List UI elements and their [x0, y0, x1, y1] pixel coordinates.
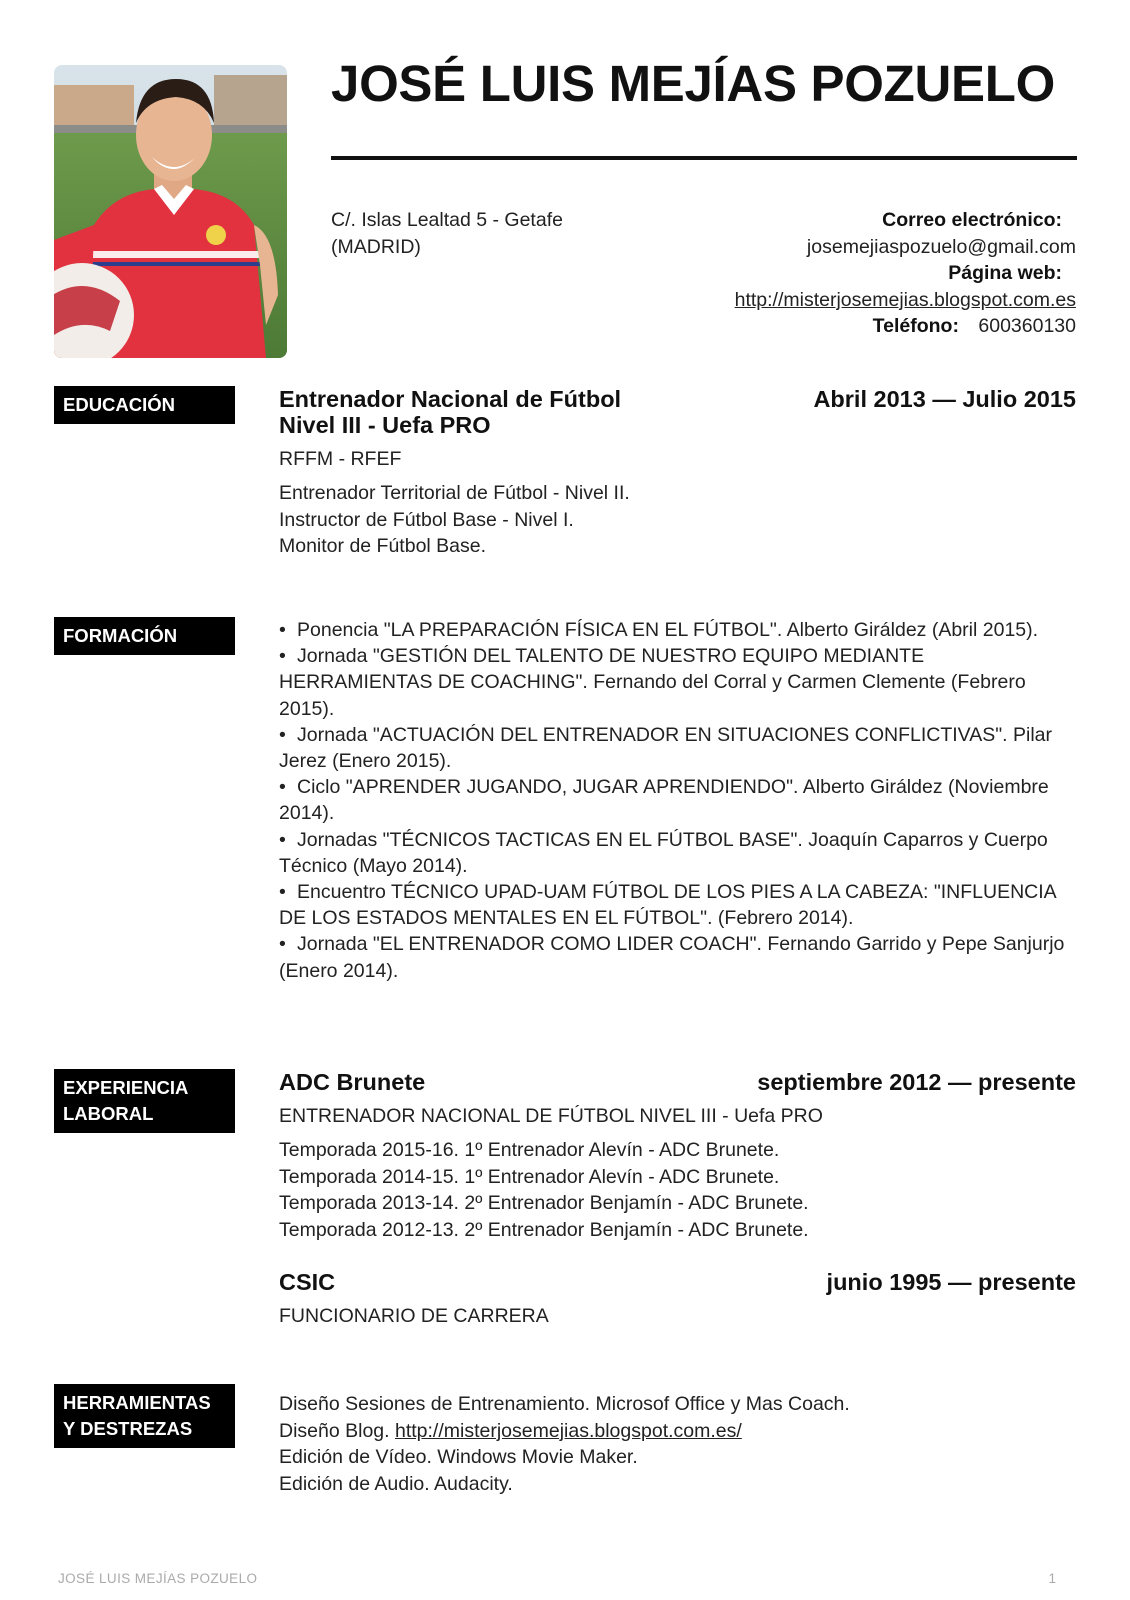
job-detail: Temporada 2012-13. 2º Entrenador Benjamín - ADC Brunete.: [279, 1218, 809, 1241]
name-divider: [331, 156, 1077, 160]
education-detail: Entrenador Territorial de Fútbol - Nivel II.: [279, 482, 630, 504]
section-label-skills: [54, 1384, 235, 1448]
skill-item: Diseño Blog. http://misterjosemejias.blogspot.com.es/: [279, 1419, 742, 1442]
experience-label-line-1: EXPERIENCIA: [63, 1077, 189, 1098]
skill-item: Edición de Vídeo. Windows Movie Maker.: [279, 1446, 638, 1468]
education-detail: Instructor de Fútbol Base - Nivel I.: [279, 508, 574, 531]
blog-link[interactable]: http://misterjosemejias.blogspot.com.es/: [394, 1419, 742, 1442]
skills-label-line-2: Y DESTREZAS: [63, 1418, 193, 1439]
job-role: FUNCIONARIO DE CARRERA: [279, 1305, 549, 1327]
list-item: • Ciclo "APRENDER JUGANDO, JUGAR APRENDIENDO". Alberto Giráldez (Noviembre 2014).: [279, 776, 1049, 825]
web-label: Página web:: [948, 262, 1062, 284]
skills-label-line-1: HERRAMIENTAS: [63, 1392, 211, 1413]
list-item: • Encuentro TÉCNICO UPAD-UAM FÚTBOL DE LOS PIES A LA CABEZA: "INFLUENCIA DE LOS ESTADOS MENTALES EN EL FÚTBOL". (Febrero 2014).: [279, 881, 1056, 930]
education-title-line-2: Nivel III - Uefa PRO: [279, 412, 491, 438]
experience-label-line-2: LABORAL: [63, 1103, 154, 1124]
training-list: [279, 617, 1079, 984]
education-title-line-1: Entrenador Nacional de Fútbol: [279, 386, 622, 412]
email-label: Correo electrónico:: [882, 209, 1062, 231]
job-detail: Temporada 2015-16. 1º Entrenador Alevín - ADC Brunete.: [279, 1139, 780, 1161]
footer-name: JOSÉ LUIS MEJÍAS POZUELO: [58, 1571, 258, 1586]
bullet-icon: •: [279, 645, 286, 668]
education-dates: Abril 2013 — Julio 2015: [813, 386, 1076, 412]
list-item: • Jornada "EL ENTRENADOR COMO LIDER COACH". Fernando Garrido y Pepe Sanjurjo (Enero 2014).: [279, 933, 1065, 982]
profile-photo: [54, 65, 287, 358]
list-item: • Jornada "GESTIÓN DEL TALENTO DE NUESTRO EQUIPO MEDIANTE HERRAMIENTAS DE COACHING". Fernando del Corral y Carmen Clemente (Febrero 2015).: [279, 645, 1026, 720]
skill-item: Diseño Sesiones de Entrenamiento. Microsof Office y Mas Coach.: [279, 1393, 850, 1415]
bullet-icon: •: [279, 933, 286, 956]
job-employer: CSIC: [279, 1269, 336, 1295]
list-item: • Ponencia "LA PREPARACIÓN FÍSICA EN EL FÚTBOL". Alberto Giráldez (Abril 2015).: [279, 617, 1079, 643]
list-item: • Jornada "ACTUACIÓN DEL ENTRENADOR EN SITUACIONES CONFLICTIVAS". Pilar Jerez (Enero 2015).: [279, 723, 1052, 773]
address-block: [331, 207, 563, 261]
phone-value: 600360130: [978, 315, 1076, 337]
education-institution: RFFM - RFEF: [279, 448, 402, 470]
contact-block: [576, 207, 1076, 340]
section-label-experience: [54, 1069, 235, 1133]
address-line-1: C/. Islas Lealtad 5 - Getafe: [331, 209, 563, 231]
education-detail: Monitor de Fútbol Base.: [279, 535, 487, 557]
job-dates: junio 1995 — presente: [826, 1269, 1076, 1295]
education-details: [279, 480, 630, 560]
job-role: ENTRENADOR NACIONAL DE FÚTBOL NIVEL III - Uefa PRO: [279, 1105, 823, 1127]
candidate-name: JOSÉ LUIS MEJÍAS POZUELO: [331, 55, 1055, 112]
bullet-icon: •: [279, 776, 286, 799]
job-detail: Temporada 2013-14. 2º Entrenador Benjamín - ADC Brunete.: [279, 1192, 809, 1214]
bullet-icon: •: [279, 619, 286, 641]
section-label-education: EDUCACIÓN: [54, 386, 235, 424]
section-label-training: FORMACIÓN: [54, 617, 235, 655]
job-details: [279, 1137, 809, 1243]
profile-photo-illustration: [54, 65, 287, 358]
web-link[interactable]: http://misterjosemejias.blogspot.com.es: [734, 288, 1076, 311]
phone-label: Teléfono:: [872, 315, 959, 337]
email-value[interactable]: josemejiaspozuelo@gmail.com: [806, 235, 1076, 258]
page-number: 1: [1048, 1571, 1056, 1586]
skills-list: [279, 1391, 850, 1497]
job-employer: ADC Brunete: [279, 1069, 426, 1095]
bullet-icon: •: [279, 828, 286, 851]
address-line-2: (MADRID): [331, 236, 421, 258]
bullet-icon: •: [279, 723, 286, 746]
bullet-icon: •: [279, 881, 286, 904]
list-item: • Jornadas "TÉCNICOS TACTICAS EN EL FÚTBOL BASE". Joaquín Caparros y Cuerpo Técnico (Mayo 2014).: [279, 828, 1048, 877]
job-dates: septiembre 2012 — presente: [757, 1069, 1076, 1095]
education-title: [279, 386, 621, 438]
skill-item: Edición de Audio. Audacity.: [279, 1472, 513, 1495]
job-detail: Temporada 2014-15. 1º Entrenador Alevín - ADC Brunete.: [279, 1165, 780, 1188]
